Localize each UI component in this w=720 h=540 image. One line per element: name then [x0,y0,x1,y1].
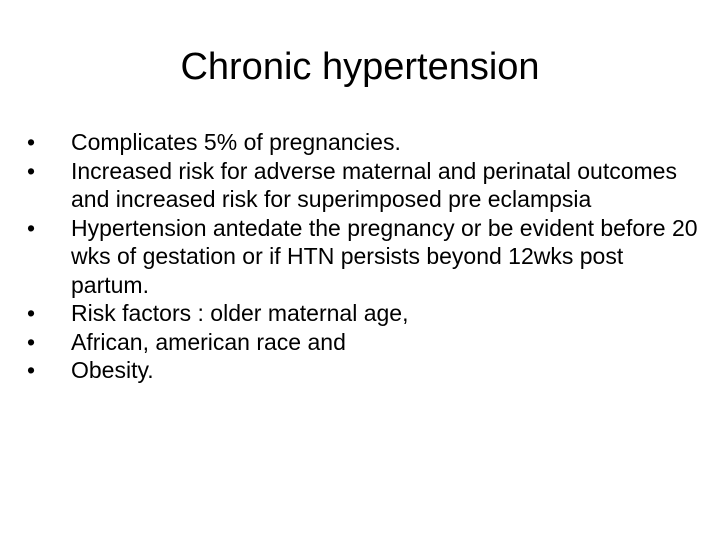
bullet-item [24,328,704,357]
bullet-icon: • [27,357,36,383]
bullet-text: Obesity. [71,357,154,383]
bullet-item [24,128,704,157]
bullet-text: Increased risk for adverse maternal and perinatal outcomes and increased risk for superimposed pre eclampsia [71,157,677,212]
slide-title: Chronic hypertension [180,46,540,88]
bullet-text: African, american race and [71,328,346,355]
bullet-text: Complicates 5% of pregnancies. [71,129,401,155]
bullet-icon: • [27,157,36,184]
bullet-icon: • [27,129,36,155]
bullet-item [24,157,704,214]
bullet-text: Risk factors : older maternal age, [71,300,409,326]
bullet-item [24,356,704,385]
bullet-item [24,214,704,300]
bullet-icon: • [27,300,36,326]
bullet-item [24,299,704,328]
bullet-text: Hypertension antedate the pregnancy or be evident before 20 wks of gestation or if HTN persists beyond 12wks post partum. [71,214,698,298]
bullet-icon: • [27,328,36,355]
bullet-list [24,128,704,385]
bullet-icon: • [27,214,36,241]
